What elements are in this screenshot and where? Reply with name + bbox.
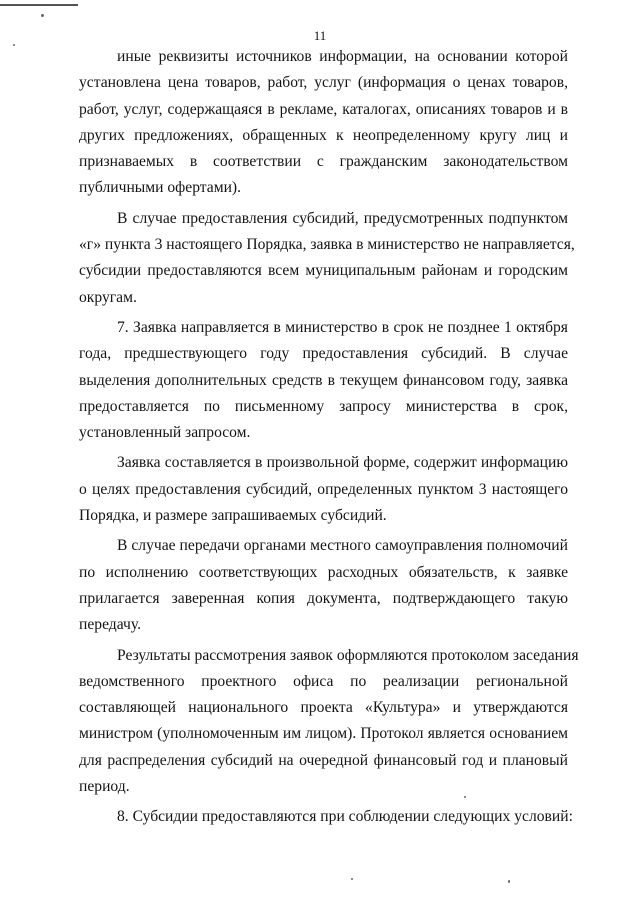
text-line: Порядка, и размере запрашиваемых субсидий. (79, 507, 387, 525)
scan-edge-mark (0, 4, 78, 6)
text-line: округам. (79, 288, 137, 306)
text-line: работ, услуг, содержащаяся в рекламе, каталогах, описаниях товаров и в (79, 100, 568, 118)
text-line: для распределения субсидий на очередной финансовый год и плановый (79, 751, 568, 769)
text-line: года, предшествующего году предоставления субсидий. В случае (79, 345, 568, 363)
text-line: установлена цена товаров, работ, услуг (информация о ценах товаров, (79, 74, 568, 92)
scan-speck (508, 880, 510, 883)
text-line: составляющей национального проекта «Культура» и утверждаются (79, 699, 568, 717)
paragraph-sources-details (79, 44, 568, 202)
text-line: министром (уполномоченным им лицом). Протокол является основанием (79, 725, 568, 743)
text-line: 8. Субсидии предоставляются при соблюдении следующих условий: (117, 808, 573, 826)
text-line: по исполнению соответствующих расходных обязательств, к заявке (79, 563, 568, 581)
page-number: 11 (313, 28, 327, 43)
paragraph-subsidy-case-g (79, 206, 575, 311)
text-line: прилагается заверенная копия документа, подтверждающего такую (79, 589, 568, 607)
scan-speck (13, 44, 15, 46)
document-body (79, 44, 579, 835)
text-line: 7. Заявка направляется в министерство в срок не позднее 1 октября (117, 318, 568, 336)
text-line: Результаты рассмотрения заявок оформляются протоколом заседания (117, 646, 579, 664)
text-line: В случае предоставления субсидий, предусмотренных подпунктом (117, 209, 568, 227)
text-line: других предложениях, обращенных к неопределенному кругу лиц и (79, 126, 568, 144)
scan-speck (351, 878, 353, 880)
text-line: иные реквизиты источников информации, на основании которой (117, 48, 568, 65)
text-line: выделения дополнительных средств в текущем финансовом году, заявка (79, 371, 568, 389)
paragraph-item-7 (79, 315, 568, 446)
text-line: субсидии предоставляются всем муниципальным районам и городским (79, 262, 568, 280)
scan-speck (41, 14, 44, 17)
text-line: Заявка составляется в произвольной форме, содержит информацию (117, 454, 568, 472)
text-line: период. (79, 778, 130, 796)
text-line: передачу. (79, 616, 141, 634)
paragraph-item-8 (79, 804, 573, 830)
text-line: ведомственного проектного офиса по реализации региональной (79, 672, 568, 690)
text-line: публичными офертами). (79, 179, 242, 197)
text-line: признаваемых в соответствии с гражданским законодательством (79, 153, 568, 171)
text-line: «г» пункта 3 настоящего Порядка, заявка в министерство не направляется, (79, 236, 575, 254)
text-line: В случае передачи органами местного самоуправления полномочий (117, 537, 568, 555)
text-line: предоставляется по письменному запросу министерства в срок, (79, 397, 568, 415)
paragraph-application-form (79, 450, 568, 529)
paragraph-review-results (79, 643, 579, 801)
text-line: о целях предоставления субсидий, определенных пунктом 3 настоящего (79, 480, 568, 498)
paragraph-delegation (79, 533, 568, 638)
text-line: установленный запросом. (79, 424, 251, 442)
